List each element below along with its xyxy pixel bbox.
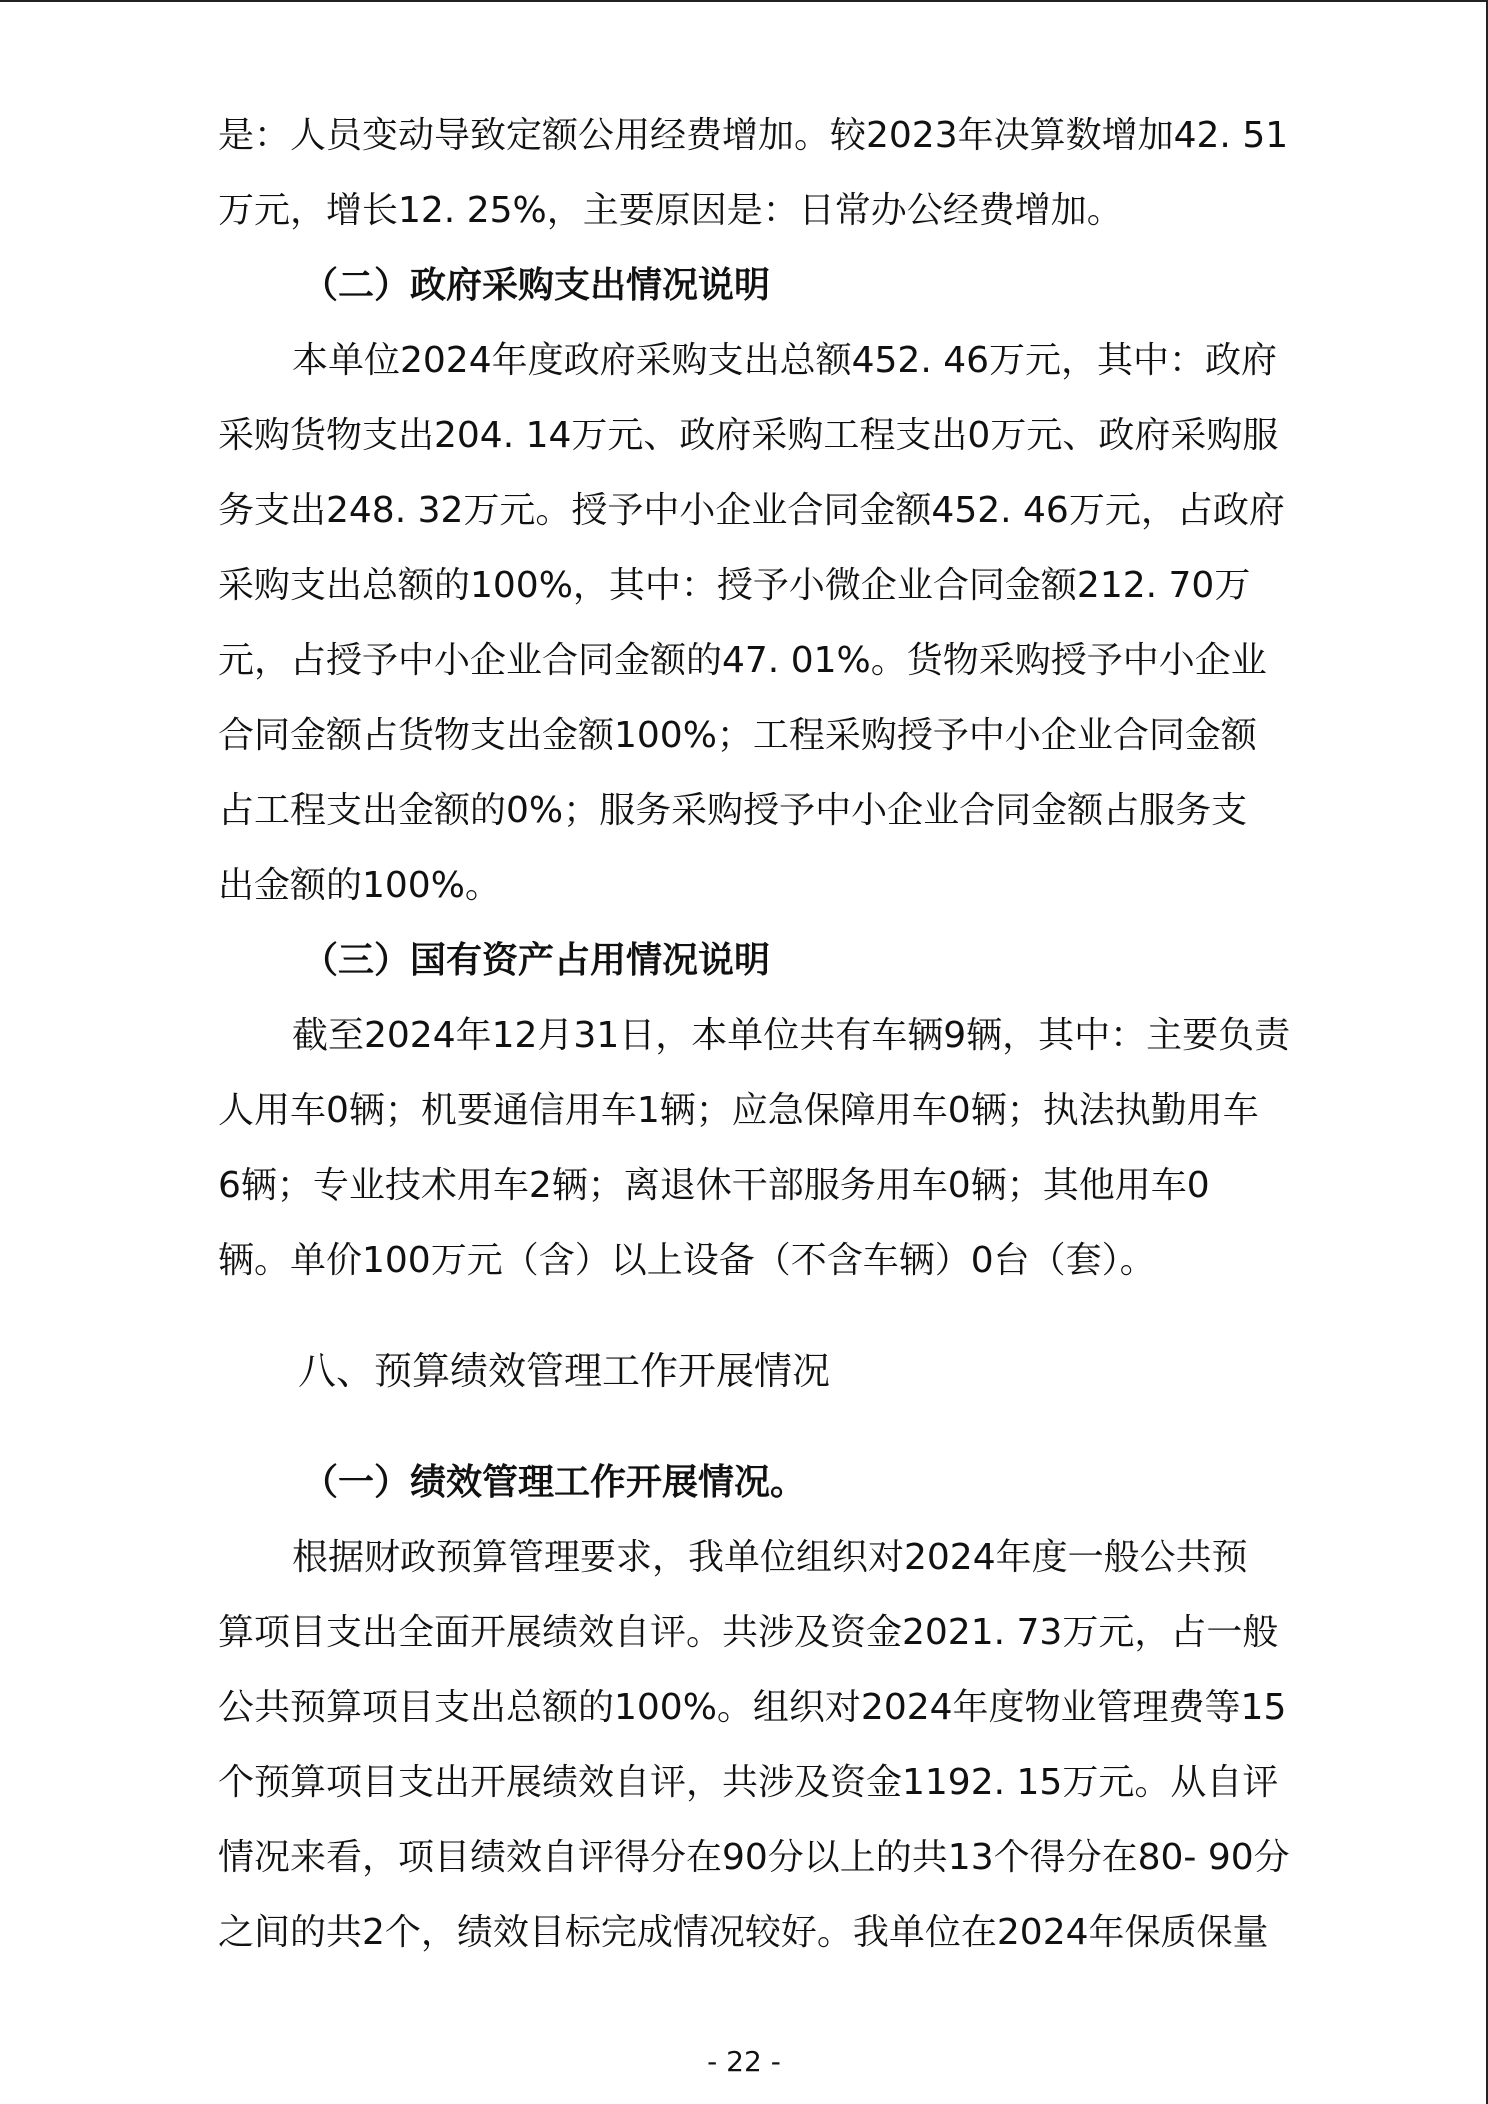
text-line: 人用车0辆；机要通信用车1辆；应急保障用车0辆；执法执勤用车: [218, 1090, 1259, 1131]
text-line: 辆。单价100万元（含）以上设备（不含车辆）0台（套）。: [218, 1240, 1156, 1281]
text-line: 6辆；专业技术用车2辆；离退休干部服务用车0辆；其他用车0: [218, 1165, 1210, 1206]
text-line: 采购支出总额的100%，其中：授予小微企业合同金额212. 70万: [218, 565, 1251, 606]
text-line: 公共预算项目支出总额的100%。组织对2024年度物业管理费等15: [218, 1687, 1287, 1728]
text-line: 之间的共2个，绩效目标完成情况较好。我单位在2024年保质保量: [218, 1912, 1269, 1953]
page-content: [218, 98, 1290, 1970]
section-heading-procurement: （二）政府采购支出情况说明: [302, 265, 771, 306]
text-line: 算项目支出全面开展绩效自评。共涉及资金2021. 73万元，占一般: [218, 1612, 1279, 1653]
page-number: - 22 -: [707, 2045, 781, 2078]
text-line: 务支出248. 32万元。授予中小企业合同金额452. 46万元，占政府: [218, 490, 1285, 531]
chapter-heading-performance: 八、预算绩效管理工作开展情况: [298, 1349, 831, 1393]
text-line: 元，占授予中小企业合同金额的47. 01%。货物采购授予中小企业: [218, 640, 1267, 681]
section-heading-performance-management: （一）绩效管理工作开展情况。: [302, 1462, 807, 1503]
text-line: 本单位2024年度政府采购支出总额452. 46万元，其中：政府: [292, 340, 1278, 381]
section-heading-assets: （三）国有资产占用情况说明: [302, 940, 771, 981]
text-line: 万元，增长12. 25%，主要原因是：日常办公经费增加。: [218, 190, 1123, 231]
text-line: 出金额的100%。: [218, 865, 501, 906]
text-line: 合同金额占货物支出金额100%；工程采购授予中小企业合同金额: [218, 715, 1257, 756]
text-line: 占工程支出金额的0%；服务采购授予中小企业合同金额占服务支: [218, 790, 1248, 831]
text-line: 情况来看，项目绩效自评得分在90分以上的共13个得分在80- 90分: [218, 1837, 1290, 1878]
text-line: 截至2024年12月31日，本单位共有车辆9辆，其中：主要负责: [292, 1015, 1290, 1056]
text-line: 采购货物支出204. 14万元、政府采购工程支出0万元、政府采购服: [218, 415, 1279, 456]
text-line: 个预算项目支出开展绩效自评，共涉及资金1192. 15万元。从自评: [218, 1762, 1279, 1803]
text-line: 根据财政预算管理要求，我单位组织对2024年度一般公共预: [292, 1537, 1248, 1578]
text-line: 是：人员变动导致定额公用经费增加。较2023年决算数增加42. 51: [218, 115, 1289, 156]
